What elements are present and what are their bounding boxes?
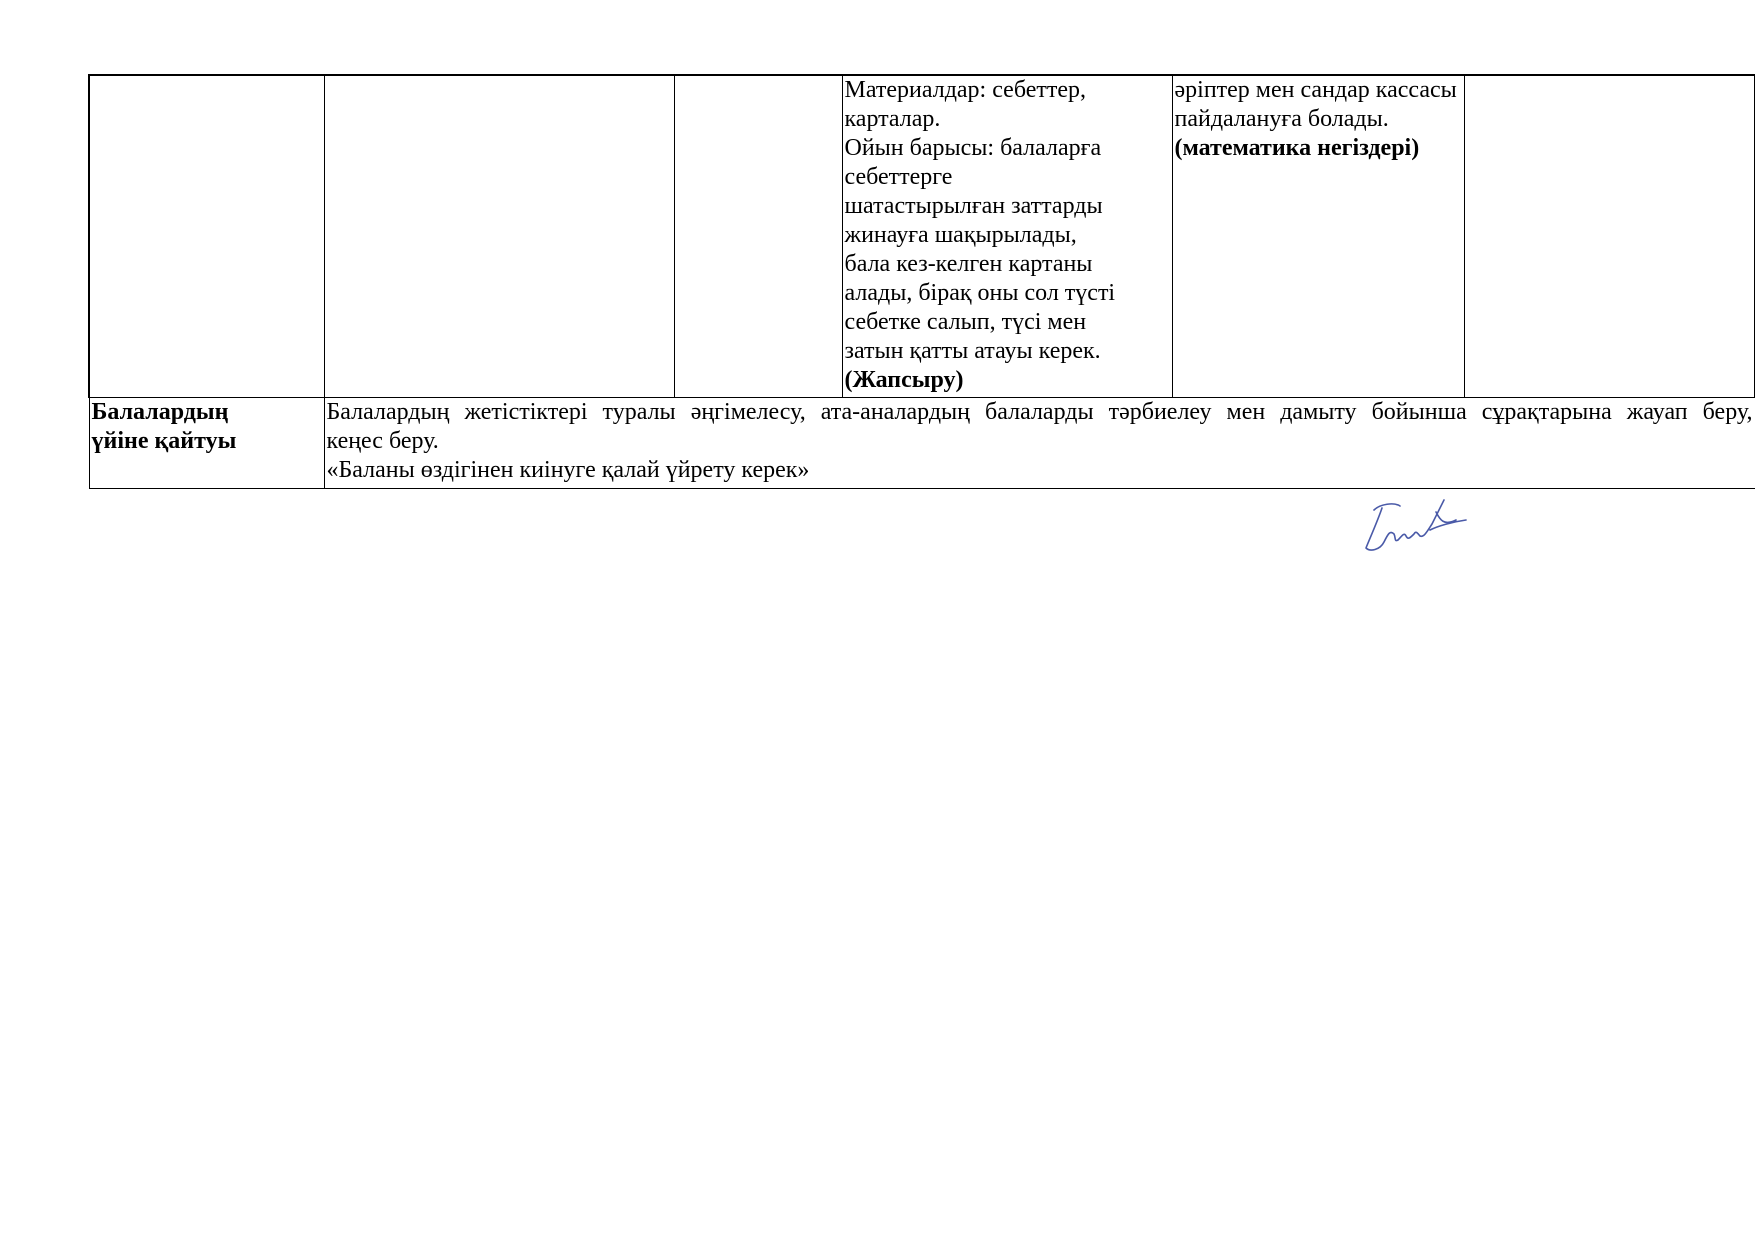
conversation-text-line: Балалардың жетістіктері туралы әңгімелесу, ата-аналардың балаларды тәрбиелеу мен дамыту бойынша сұрақтарына жауап беру, xyxy=(326,398,1753,425)
game-description-text xyxy=(845,76,1170,366)
parent-conversation-cell xyxy=(324,397,1755,488)
empty-cell xyxy=(324,75,674,397)
activity-type-label: (Жапсыру) xyxy=(844,367,964,393)
table-row xyxy=(89,75,1755,397)
row-label-going-home xyxy=(89,397,324,488)
text-line: пайдалануға болады. xyxy=(1174,106,1389,132)
plan-table xyxy=(88,74,1755,489)
text-line: Материалдар: себеттер, xyxy=(844,77,1086,103)
subject-label: (математика негіздері) xyxy=(1174,135,1420,161)
text-line: шатастырылған заттарды xyxy=(844,193,1103,219)
empty-cell xyxy=(674,75,842,397)
handwritten-signature xyxy=(1360,490,1480,560)
empty-cell xyxy=(1464,75,1755,397)
consultation-topic: «Баланы өздігінен киінуге қалай үйрету керек» xyxy=(326,456,810,483)
text-line: бала кез-келген картаны xyxy=(844,251,1093,277)
text-line: алады, бірақ оны сол түсті xyxy=(844,280,1116,306)
empty-cell xyxy=(89,75,324,397)
text-line: жинауға шақырылады, xyxy=(844,222,1077,248)
text-line: әріптер мен сандар кассасы xyxy=(1174,77,1457,103)
game-description-cell xyxy=(842,75,1172,397)
row-label-line: үйіне қайтуы xyxy=(91,427,237,454)
text-line: карталар. xyxy=(844,106,941,132)
text-line: затын қатты атауы керек. xyxy=(844,338,1101,364)
text-line: Ойын барысы: балаларға xyxy=(844,135,1102,161)
table-row xyxy=(89,397,1755,488)
materials-note-cell xyxy=(1172,75,1464,397)
row-label-line: Балалардың xyxy=(91,398,229,425)
text-line: себеттерге xyxy=(844,164,953,190)
text-line: себетке салып, түсі мен xyxy=(844,309,1087,335)
conversation-text-line: кеңес беру. xyxy=(326,427,439,454)
materials-note-text xyxy=(1175,76,1462,134)
